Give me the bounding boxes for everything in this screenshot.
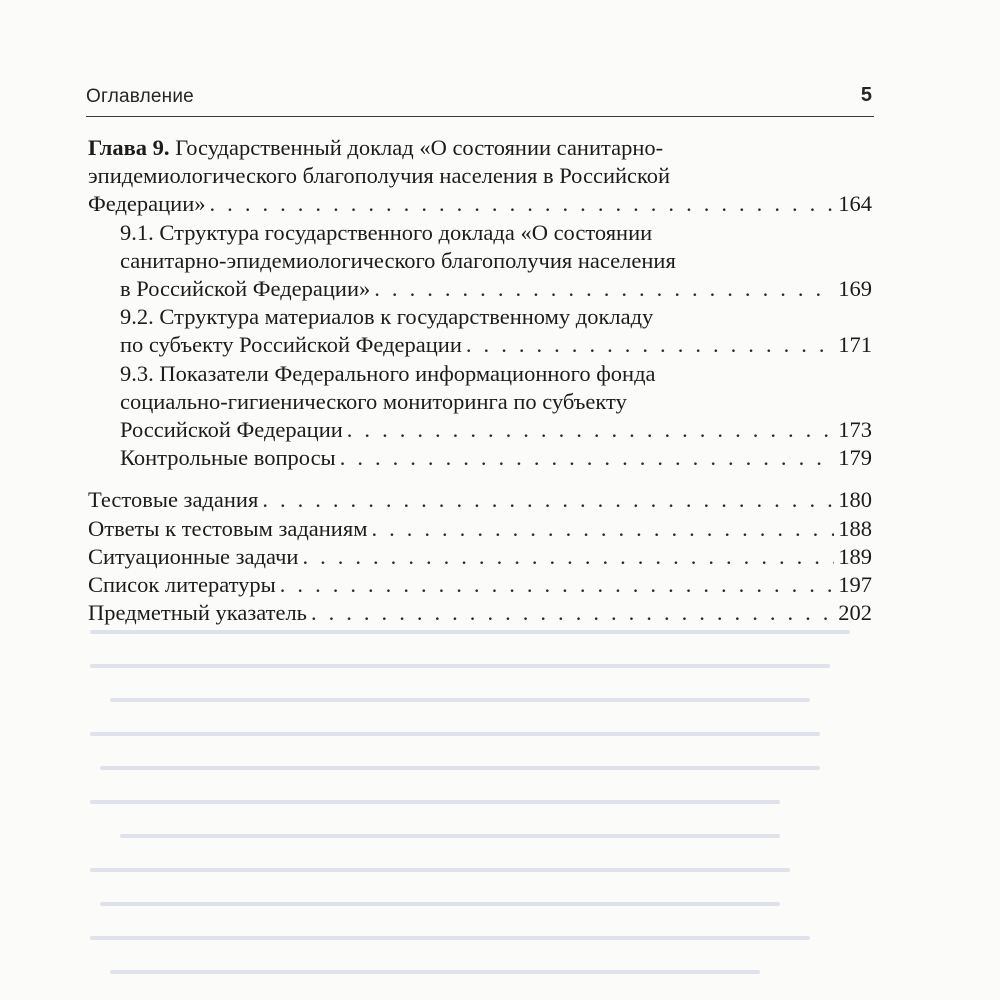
chapter-title-line-2: эпидемиологического благополучия населения в Российской xyxy=(88,163,671,189)
toc-entry-title: Ситуационные задачи xyxy=(88,543,299,569)
toc-entry-title: Тестовые задания xyxy=(88,487,259,513)
toc-page-number: 179 xyxy=(838,445,872,471)
toc-page-number: 169 xyxy=(838,276,872,302)
dot-leader xyxy=(262,486,834,514)
bleed-through-texture xyxy=(80,606,870,1000)
toc-entry-chapter-9[interactable] xyxy=(88,134,872,219)
toc-entry-section-9-3[interactable] xyxy=(88,360,872,445)
section-title-line-3: в Российской Федерации» . . . 169 xyxy=(120,275,872,303)
header-rule xyxy=(86,116,874,117)
toc-page-number: 202 xyxy=(838,600,872,626)
section-title-line-3: Российской Федерации . . . 173 xyxy=(120,416,872,444)
toc-page-number: 171 xyxy=(838,332,872,358)
dot-leader xyxy=(210,190,835,218)
chapter-label: Глава 9. xyxy=(88,135,170,160)
section-title-line-1: 9.1. Структура государственного доклада «О состоянии xyxy=(120,219,653,245)
toc-page-number: 164 xyxy=(838,191,872,217)
section-title-line-2: санитарно-эпидемиологического благополучия населения xyxy=(120,247,676,273)
toc-entry-case-problems[interactable] xyxy=(88,543,872,571)
table-of-contents xyxy=(88,134,872,627)
section-title-line-1: 9.3. Показатели Федерального информационного фонда xyxy=(120,360,656,386)
running-title: Оглавление xyxy=(86,86,194,107)
dot-leader xyxy=(371,515,834,543)
dot-leader xyxy=(280,571,834,599)
toc-entry-review-questions[interactable] xyxy=(88,444,872,472)
toc-entry-section-9-1[interactable] xyxy=(88,219,872,304)
spacer xyxy=(88,472,872,486)
toc-entry-title: Предметный указатель xyxy=(88,600,307,626)
running-head xyxy=(86,84,874,116)
chapter-title-line-3: Федерации» . . . 164 xyxy=(88,190,872,218)
section-title-line-1: Контрольные вопросы . . . 179 xyxy=(120,444,872,472)
page-number: 5 xyxy=(860,84,872,106)
toc-entry-section-9-2[interactable] xyxy=(88,303,872,359)
dot-leader xyxy=(374,275,834,303)
toc-page-number: 189 xyxy=(838,543,872,569)
toc-entry-title: Список литературы xyxy=(88,572,276,598)
chapter-title-line-1: Глава 9. Государственный доклад «О состоянии санитарно- xyxy=(88,135,664,160)
toc-entry-subject-index[interactable] xyxy=(88,599,872,627)
dot-leader xyxy=(311,599,834,627)
dot-leader xyxy=(466,331,834,359)
dot-leader xyxy=(347,416,834,444)
toc-entry-tests[interactable] xyxy=(88,486,872,514)
toc-page-number: 180 xyxy=(838,487,872,513)
toc-entry-title: Ответы к тестовым заданиям xyxy=(88,515,368,541)
section-title-line-1: 9.2. Структура материалов к государственному докладу xyxy=(120,304,654,330)
section-title-line-2: по субъекту Российской Федерации . . . 171 xyxy=(120,331,872,359)
toc-page-number: 197 xyxy=(838,572,872,598)
dot-leader xyxy=(302,543,834,571)
section-title-line-2: социально-гигиенического мониторинга по субъекту xyxy=(120,388,627,414)
dot-leader xyxy=(340,444,835,472)
toc-page-number: 173 xyxy=(838,417,872,443)
toc-page-number: 188 xyxy=(838,515,872,541)
toc-entry-references[interactable] xyxy=(88,571,872,599)
toc-entry-test-answers[interactable] xyxy=(88,515,872,543)
